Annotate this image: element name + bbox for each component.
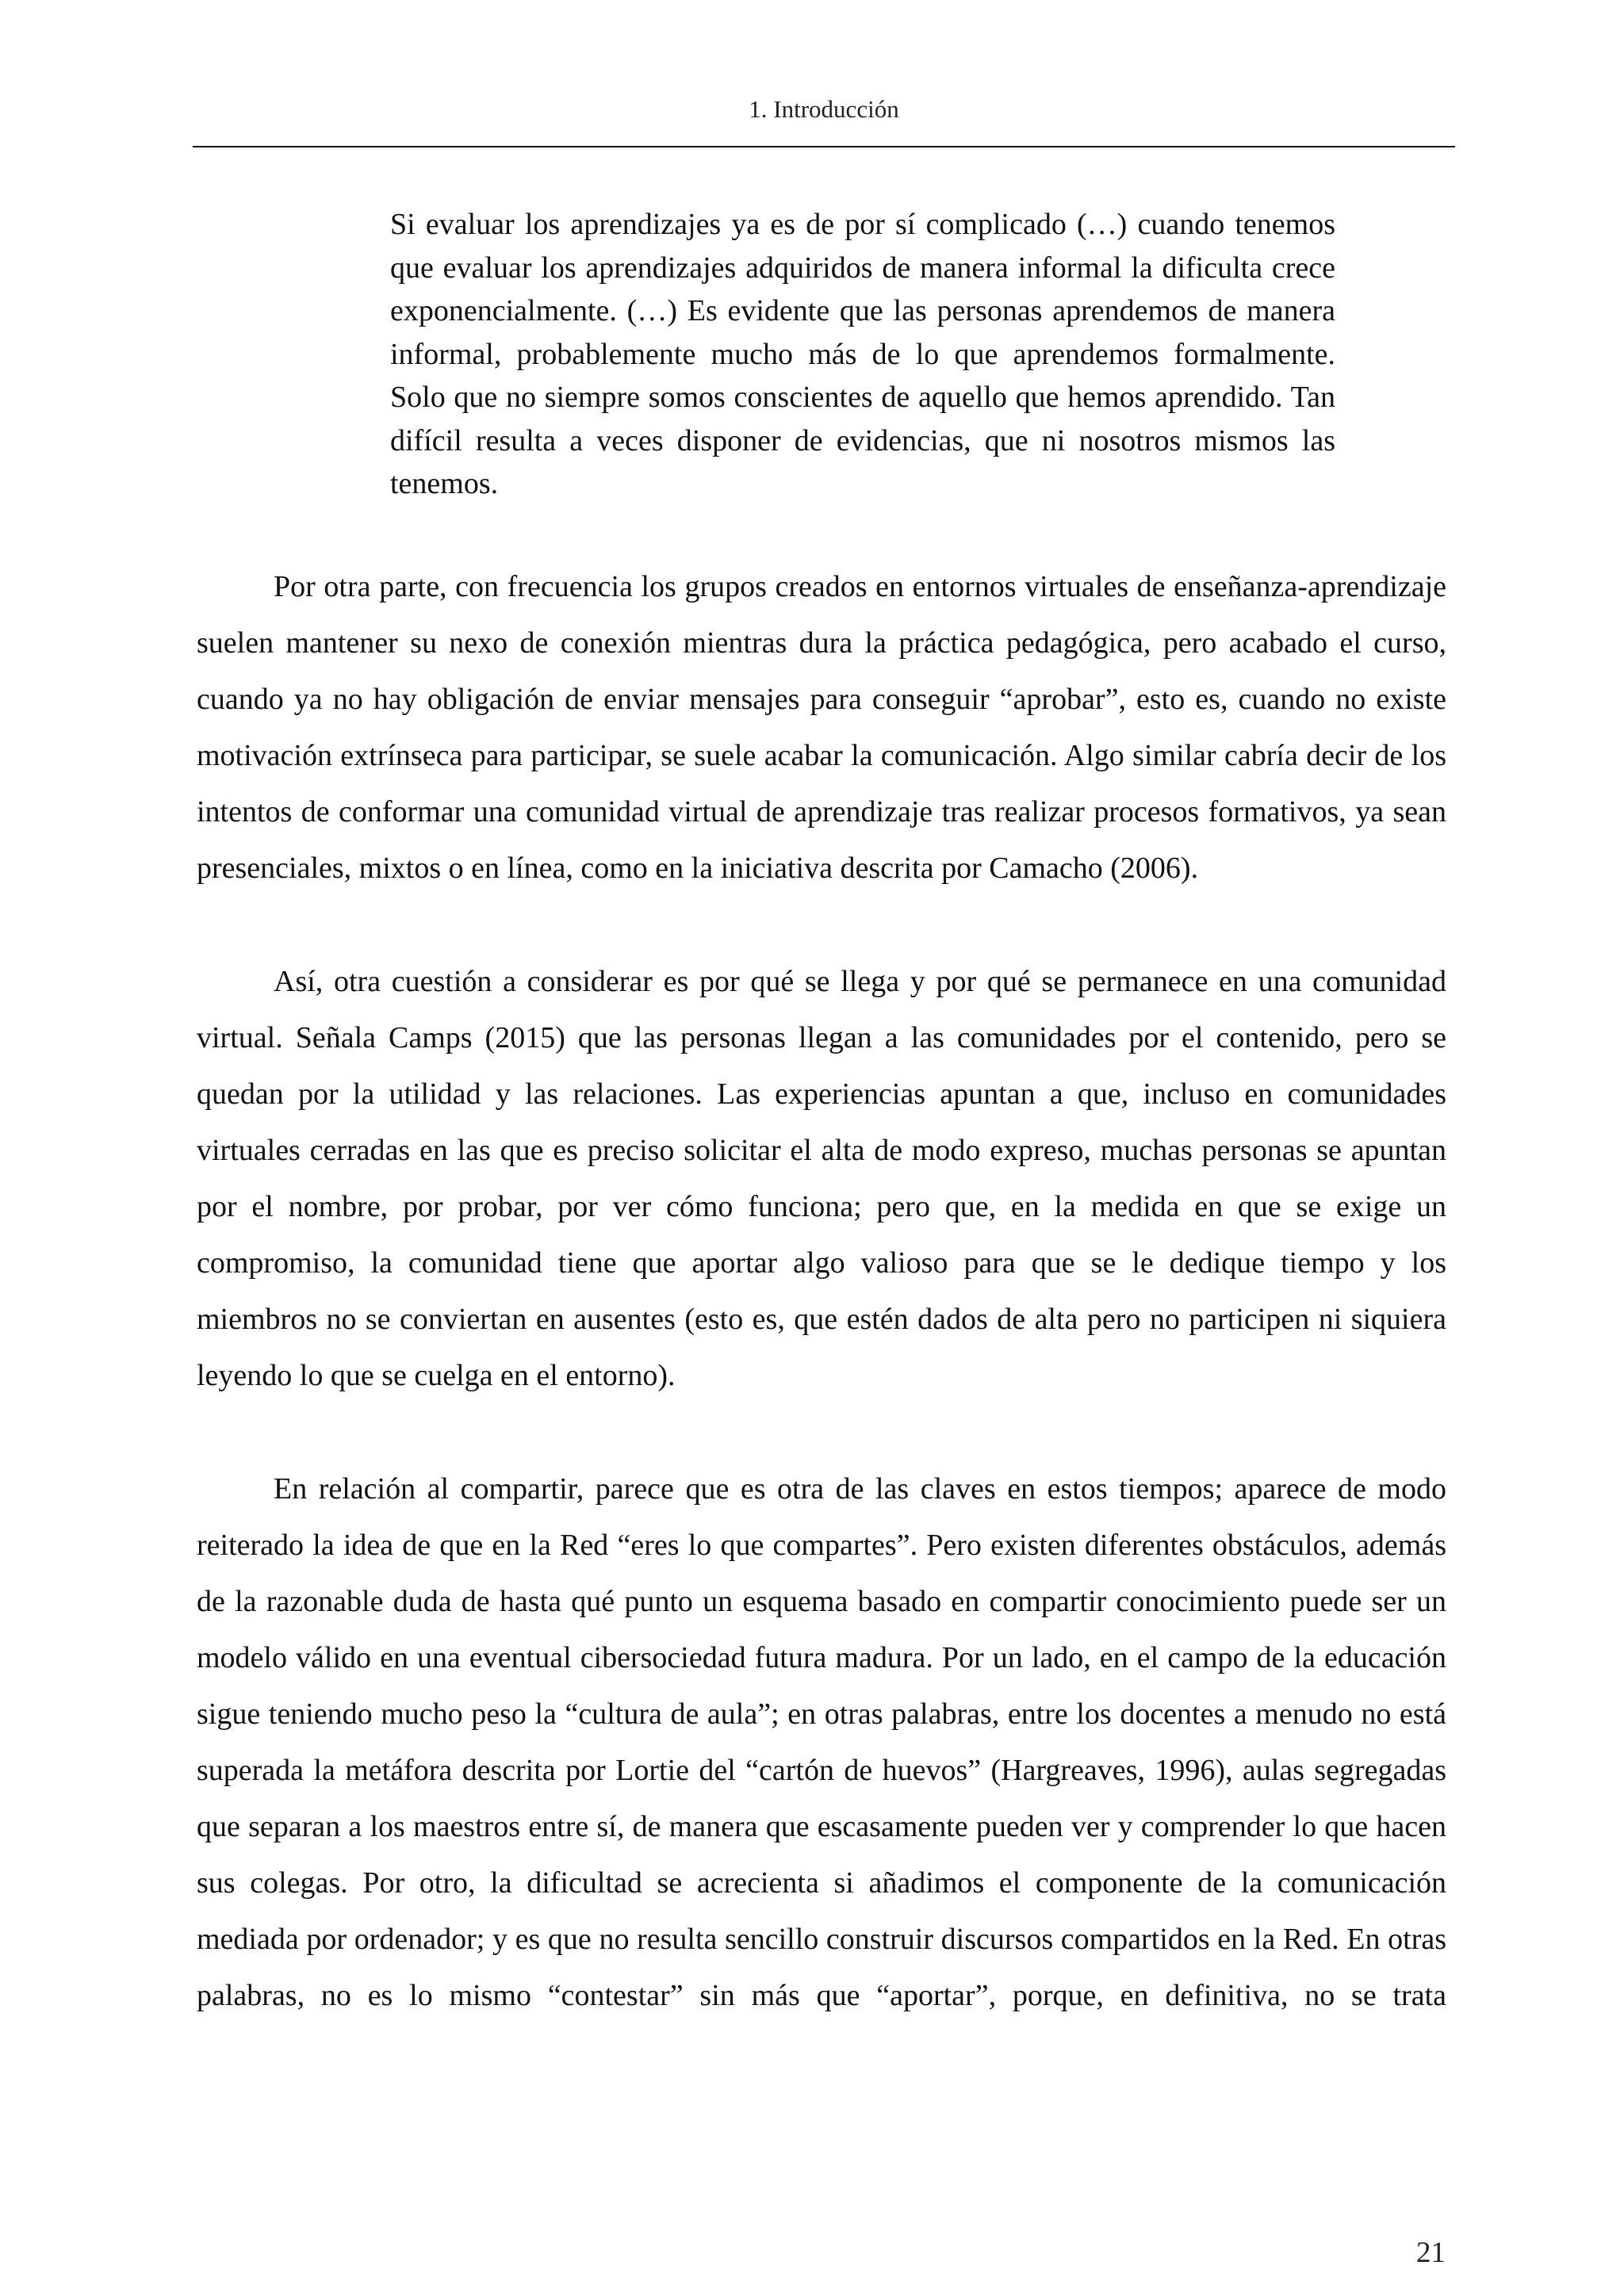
header-rule — [193, 146, 1455, 147]
page-number: 21 — [1416, 2237, 1446, 2269]
paragraph-2: Así, otra cuestión a considerar es por qué se llega y por qué se permanece en una comunidad virtual. Señala Camps (2015) que las personas llegan a las comunidades por el contenido, pero se quedan por la utilidad y las relaciones. Las experiencias apuntan a que, incluso en comunidades virtuales cerradas en las que es preciso solicitar el alta de modo expreso, muchas personas se apuntan por el nombre, por probar, por ver cómo funciona; pero que, en la medida en que se exige un compromiso, la comunidad tiene que aportar algo valioso para que se le dedique tiempo y los miembros no se conviertan en ausentes (esto es, que estén dados de alta pero no participen ni siquiera leyendo lo que se cuelga en el entorno). — [197, 965, 1446, 1392]
body-text — [197, 559, 1446, 2024]
paragraph-1: Por otra parte, con frecuencia los grupos creados en entornos virtuales de enseñanza-aprendizaje suelen mantener su nexo de conexión mientras dura la práctica pedagógica, pero acabado el curso, cuando ya no hay obligación de enviar mensajes para conseguir “aprobar”, esto es, cuando no existe motivación extrínseca para participar, se suele acabar la comunicación. Algo similar cabría decir de los intentos de conformar una comunidad virtual de aprendizaje tras realizar procesos formativos, ya sean presenciales, mixtos o en línea, como en la iniciativa descrita por Camacho (2006). — [197, 570, 1446, 885]
paragraph-3: En relación al compartir, parece que es otra de las claves en estos tiempos; aparece de modo reiterado la idea de que en la Red “eres lo que compartes”. Pero existen diferentes obstáculos, además de la razonable duda de hasta qué punto un esquema basado en compartir conocimiento puede ser un modelo válido en una eventual cibersociedad futura madura. Por un lado, en el campo de la educación sigue teniendo mucho peso la “cultura de aula”; en otras palabras, entre los docentes a menudo no está superada la metáfora descrita por Lortie del “cartón de huevos” (Hargreaves, 1996), aulas segregadas que separan a los maestros entre sí, de manera que escasamente pueden ver y comprender lo que hacen sus colegas. Por otro, la dificultad se acrecienta si añadimos el componente de la comunicación mediada por ordenador; y es que no resulta sencillo construir discursos compartidos en la Red. En otras palabras, no es lo mismo “contestar” sin más que “aportar”, porque, en definitiva, no se trata — [197, 1472, 1446, 2012]
running-header: 1. Introducción — [749, 95, 899, 123]
block-quote: Si evaluar los aprendizajes ya es de por sí complicado (…) cuando tenemos que evaluar los aprendizajes adquiridos de manera informal la dificulta crece exponencialmente. (…) Es evidente que las personas aprendemos de manera informal, probablemente mucho más de lo que aprendemos formalmente. Solo que no siempre somos conscientes de aquello que hemos aprendido. Tan difícil resulta a veces disponer de evidencias, que ni nosotros mismos las tenemos. — [390, 208, 1335, 500]
